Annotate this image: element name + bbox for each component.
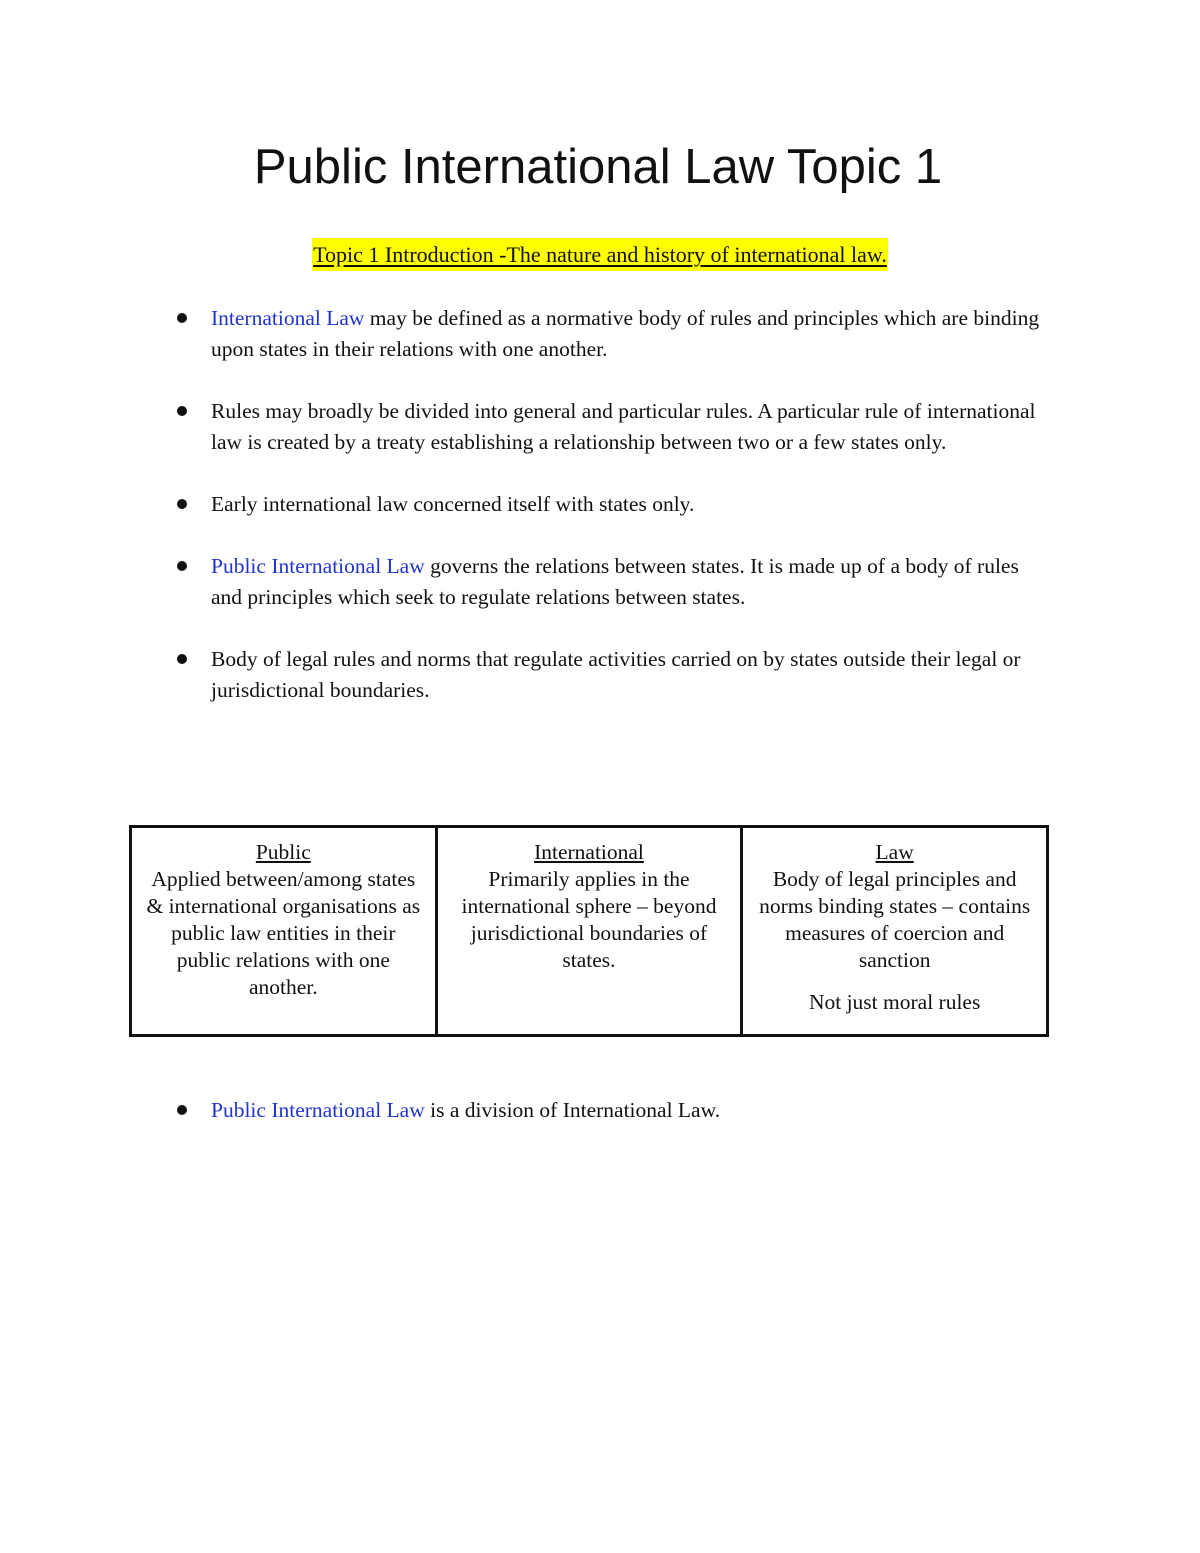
bullet-item (175, 644, 1055, 706)
bullet-dot-icon (177, 1105, 187, 1115)
bullet-list-top (175, 303, 1055, 737)
bullet-item (175, 396, 1055, 458)
cell-body: Body of legal principles and norms binding states – contains measures of coercion and sanction (759, 867, 1031, 972)
bullet-text: Early international law concerned itself with states only. (211, 492, 695, 516)
table-cell-law (742, 827, 1048, 1036)
bullet-item (175, 1095, 1055, 1126)
bullet-dot-icon (177, 499, 187, 509)
definition-table (129, 825, 1049, 1037)
bullet-highlight: International Law (211, 306, 365, 330)
bullet-dot-icon (177, 406, 187, 416)
bullet-text: Rules may broadly be divided into general and particular rules. A particular rule of international law is created by a treaty establishing a relationship between two or a few states only. (211, 399, 1036, 454)
table-row (131, 827, 1048, 1036)
bullet-text: may be defined as a normative body of rules and principles which are binding upon states in their relations with one another. (211, 306, 1040, 361)
bullet-item (175, 303, 1055, 365)
bullet-text: Body of legal rules and norms that regulate activities carried on by states outside their legal or jurisdictional boundaries. (211, 647, 1021, 702)
bullet-dot-icon (177, 561, 187, 571)
cell-heading: International (534, 840, 644, 864)
bullet-highlight: Public International Law (211, 554, 425, 578)
bullet-list-bottom (175, 1095, 1055, 1157)
topic-subtitle: Topic 1 Introduction -The nature and history of international law. (312, 238, 888, 271)
definition-table-container (129, 825, 1049, 1037)
subtitle-container (0, 238, 1200, 271)
cell-extra-note: Not just moral rules (808, 990, 981, 1014)
bullet-item (175, 489, 1055, 520)
bullet-item (175, 551, 1055, 613)
cell-body: Applied between/among states & international organisations as public law entities in their public relations with one another. (146, 867, 421, 999)
cell-heading: Law (875, 840, 914, 864)
bullet-text: governs the relations between states. It is made up of a body of rules and principles which seek to regulate relations between states. (211, 554, 1019, 609)
bullet-dot-icon (177, 654, 187, 664)
cell-body: Primarily applies in the international sphere – beyond jurisdictional boundaries of states. (461, 867, 717, 972)
bullet-dot-icon (177, 313, 187, 323)
document-title: Public International Law Topic 1 (253, 140, 943, 194)
cell-heading: Public (255, 840, 311, 864)
table-cell-international (436, 827, 742, 1036)
bullet-text: is a division of International Law. (424, 1098, 721, 1122)
table-cell-public (131, 827, 437, 1036)
bullet-highlight: Public International Law (211, 1098, 425, 1122)
